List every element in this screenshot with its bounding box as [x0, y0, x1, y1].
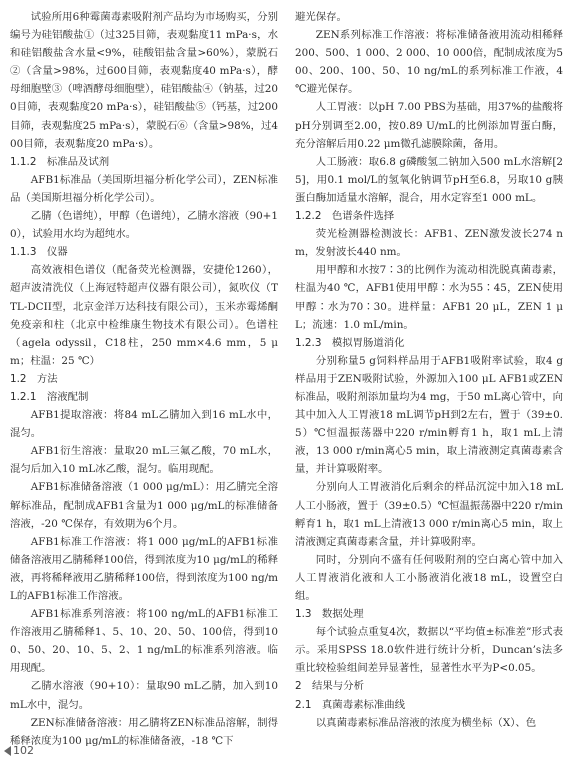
- paragraph: AFB1标准储备溶液（1 000 μg/mL）：用乙腈完全溶解标准品，配制成AFB1含量为1 000 μg/mL的标准储备溶液，-20 ℃保存，有效期为6个月。: [10, 481, 278, 530]
- paragraph: ZEN系列标准工作溶液：将标准储备液用流动相稀释200、500、1 000、2 000、10 000倍，配制成浓度为500、200、100、50、10 ng/mL的系列标准工作液，4 ℃避光保存。: [295, 29, 563, 96]
- page-number: 102: [13, 744, 34, 757]
- page-arrow-icon: [4, 746, 11, 756]
- right-column: [295, 8, 563, 732]
- section-heading: 1.2.3 模拟胃肠道消化: [295, 336, 405, 349]
- paragraph: 以真菌毒素标准品溶液的浓度为横坐标（X）、色: [315, 716, 537, 729]
- paragraph: 每个试验点重复4次，数据以“平均值±标准差”形式表示。采用SPSS 18.0软件进行统计分析，Duncan’s法多重比较检验组间差异显著性，显著性水平为P<0.05。: [295, 626, 563, 675]
- paragraph: ZEN标准储备溶液：用乙腈将ZEN标准品溶解，制得稀释浓度为100 μg/mL的标准储备液，-18 ℃下: [10, 716, 278, 747]
- section-heading: 2 结果与分析: [295, 680, 364, 693]
- section-heading: 1.2 方法: [10, 372, 58, 385]
- paragraph: 避光保存。: [295, 11, 347, 23]
- section-heading: 2.1 真菌毒素标准曲线: [295, 698, 406, 711]
- paragraph: 乙腈水溶液（90+10）：量取90 mL乙腈，加入到10 mL水中，混匀。: [10, 680, 278, 711]
- paragraph: AFB1标准品（美国斯坦福分析化学公司），ZEN标准品（美国斯坦福分析化学公司）。: [10, 173, 278, 204]
- paragraph: AFB1衍生溶液：量取20 mL三氟乙酸，70 mL水，混匀后加入10 mL冰乙酸，混匀。临用现配。: [10, 445, 278, 476]
- section-heading: 1.2.1 溶液配制: [10, 390, 89, 403]
- page-footer: [4, 744, 34, 757]
- paragraph: 试验所用6种霉菌毒素吸附剂产品均为市场购买，分别编号为硅铝酸盐①（过325目筛，表观黏度11 mPa·s，水和硅铝酸盐含水量<9%，硅酸铝盐含量>60%），蒙脱石②（含量>98%，过600目筛，表观黏度40 mPa·s），酵母细胞壁③（啤酒酵母细胞壁），硅铝酸盐④（钠基，过200目筛，表观黏度20 mPa·s），硅铝酸盐⑤（钙基，过200目筛，表观黏度25 mPa·s），蒙脱石⑥（含量>98%，过400目筛，表观黏度20 mPa·s）。: [10, 11, 278, 150]
- paragraph: 人工肠液：取6.8 g磷酸氢二钠加入500 mL水溶解[25]，用0.1 mol/L的氢氧化钠调节pH至6.8，另取10 g胰蛋白酶加适量水溶解，混合，用水定容至1 000 mL。: [295, 155, 563, 204]
- paragraph: 分别称量5 g饲料样品用于AFB1吸附率试验，取4 g样品用于ZEN吸附试验，外源加入100 μL AFB1或ZEN标准品，吸附剂添加量均为4 mg，于50 mL离心管中，向其中加入人工胃液18 mL调节pH到2左右，置于（39±0.5）℃恒温振荡器中220 r/min孵育1 h，取1 mL上清液，13 000 r/min离心5 min，取上清液测定真菌毒素含量，并计算吸附率。: [295, 354, 563, 476]
- paragraph: AFB1标准工作溶液：将1 000 μg/mL的AFB1标准储备溶液用乙腈稀释100倍，得到浓度为10 μg/mL的稀释液，再将稀释液用乙腈稀释100倍，得到浓度为100 ng/mL的AFB1标准工作溶液。: [10, 535, 278, 602]
- paragraph: AFB1提取溶液：将84 mL乙腈加入到16 mL水中，混匀。: [10, 409, 278, 440]
- paragraph: 同时，分别向不盛有任何吸附剂的空白离心管中加入人工胃液消化液和人工小肠液消化液18 mL，设置空白组。: [295, 553, 563, 602]
- left-column: [10, 8, 278, 750]
- section-heading: 1.1.2 标准品及试剂: [10, 155, 110, 168]
- section-heading: 1.3 数据处理: [295, 608, 364, 621]
- paragraph: 用甲醇和水按7∶3的比例作为流动相洗脱真菌毒素，柱温为40 ℃，AFB1使用甲醇∶水为55∶45，ZEN使用甲醇∶水为70∶30。进样量：AFB1 20 μL，ZEN 1 μL；流速：1.0 mL/min。: [295, 264, 563, 331]
- paragraph: 人工胃液：以pH 7.00 PBS为基础，用37%的盐酸将pH分别调至2.00，按0.89 U/mL的比例添加胃蛋白酶，充分溶解后用0.22 μm微孔滤膜除菌，备用。: [295, 101, 563, 150]
- section-heading: 1.2.2 色谱条件选择: [295, 210, 395, 223]
- section-heading: 1.1.3 仪器: [10, 246, 68, 259]
- paragraph: 高效液相色谱仪（配备荧光检测器，安捷伦1260），超声波清洗仪（上海冠特超声仪器有限公司），氮吹仪（TTL-DCII型，北京金洋万达科技有限公司），玉米赤霉烯酮免疫亲和柱（北京中检维康生物技术有限公司）。色谱柱（agela odyssil，C18柱，250 mm×4.6 mm，5 μm；柱温：25 ℃）: [10, 264, 278, 367]
- paragraph: AFB1标准系列溶液：将100 ng/mL的AFB1标准工作溶液用乙腈稀释1、5、10、20、50、100倍，得到100、50、20、10、5、2、1 ng/mL的标准系列溶液。临用现配。: [10, 608, 278, 675]
- paragraph: 分别向人工胃液消化后剩余的样品沉淀中加入18 mL人工小肠液，置于（39±0.5）℃恒温振荡器中220 r/min孵育1 h，取1 mL上清液13 000 r/min离心5 min，取上清液测定真菌毒素含量，并计算吸附率。: [295, 481, 563, 548]
- paragraph: 乙腈（色谱纯），甲醇（色谱纯），乙腈水溶液（90+10），试验用水均为超纯水。: [10, 210, 278, 241]
- paragraph: 荧光检测器检测波长：AFB1、ZEN激发波长274 nm，发射波长440 nm。: [295, 228, 563, 259]
